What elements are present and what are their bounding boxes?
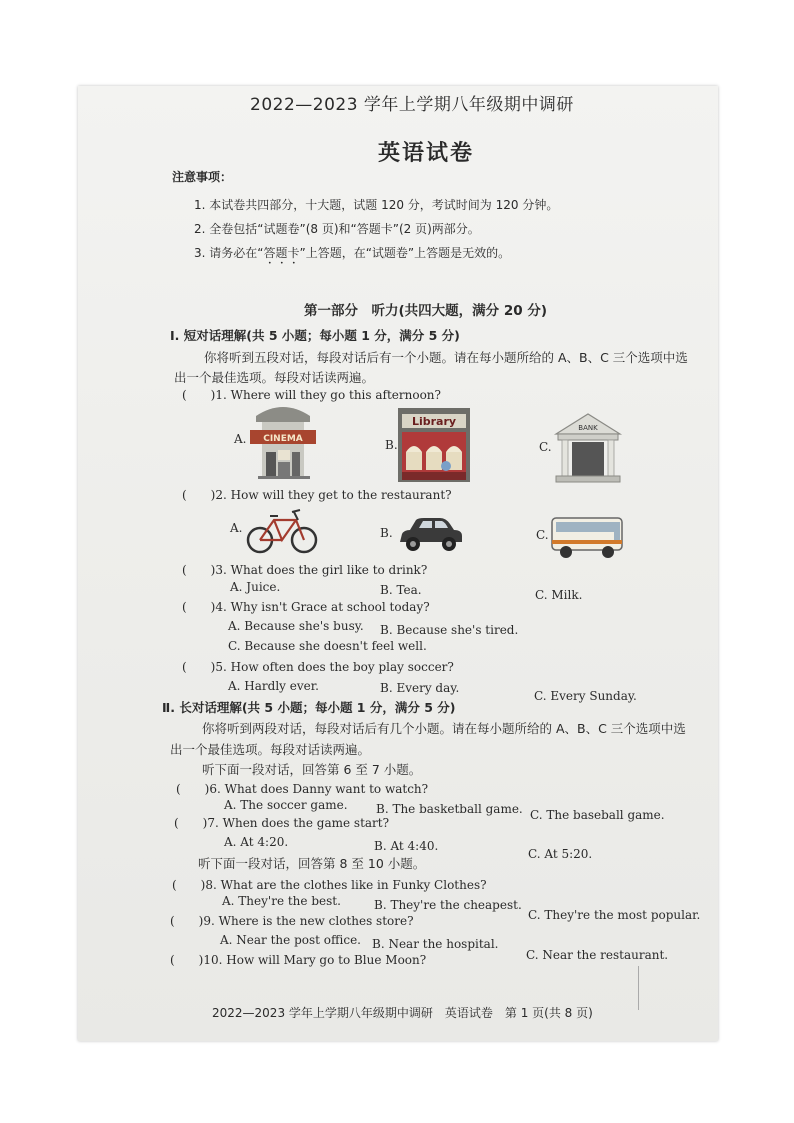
cinema-sign: CINEMA (263, 434, 303, 444)
section2-listen-8-10: 听下面一段对话，回答第 8 至 10 小题。 (198, 856, 426, 871)
q8-option-b: B. They're the cheapest. (374, 898, 522, 912)
q5-option-c: C. Every Sunday. (534, 689, 637, 703)
note-item-3-post: ”上答题，在“试题卷”上答题是无效的。 (299, 246, 511, 260)
q9-option-c: C. Near the restaurant. (526, 948, 669, 962)
section2-instruction-line2: 出一个最佳选项。每段对话读两遍。 (170, 742, 371, 757)
footer-divider (638, 966, 639, 1010)
exam-title: 2022—2023 学年上学期八年级期中调研 (250, 95, 574, 115)
question-1: ( )1. Where will they go this afternoon? (182, 388, 441, 402)
q7-option-b: B. At 4:40. (374, 839, 439, 853)
question-6: ( )6. What does Danny want to watch? (176, 782, 429, 796)
car-icon (396, 514, 466, 554)
q9-option-b: B. Near the hospital. (372, 937, 499, 951)
question-2: ( )2. How will they get to the restaurant? (182, 488, 452, 502)
section1-instruction-line2: 出一个最佳选项。每段对话读两遍。 (174, 370, 375, 385)
q6-option-c: C. The baseball game. (530, 808, 665, 822)
q5-option-a: A. Hardly ever. (228, 679, 319, 693)
note-item-3 (194, 244, 510, 267)
section1-instruction-line1: 你将听到五段对话，每段对话后有一个小题。请在每小题所给的 A、B、C 三个选项中选 (204, 350, 688, 365)
q2-option-a-label: A. (230, 521, 243, 535)
bicycle-icon (246, 504, 318, 556)
q4-option-b: B. Because she's tired. (380, 623, 519, 637)
question-9: ( )9. Where is the new clothes store? (170, 914, 414, 928)
note-item-3-emphasis: 答题卡 (263, 246, 300, 260)
note-item-1: 1. 本试卷共四部分，十大题，试题 120 分，考试时间为 120 分钟。 (194, 198, 559, 212)
question-7: ( )7. When does the game start? (174, 816, 390, 830)
q1-option-a-label: A. (234, 432, 247, 446)
question-8: ( )8. What are the clothes like in Funky Clothes? (172, 878, 487, 892)
q3-option-a: A. Juice. (230, 580, 281, 594)
library-sign: Library (411, 415, 457, 428)
bank-icon (552, 410, 624, 484)
q8-option-a: A. They're the best. (222, 894, 341, 908)
section2-listen-6-7: 听下面一段对话，回答第 6 至 7 小题。 (202, 762, 422, 777)
q8-option-c: C. They're the most popular. (528, 908, 701, 922)
exam-subtitle: 英语试卷 (378, 141, 475, 166)
question-3: ( )3. What does the girl like to drink? (182, 563, 428, 577)
question-5: ( )5. How often does the boy play soccer? (182, 660, 454, 674)
q9-option-a: A. Near the post office. (220, 933, 361, 947)
note-item-3-pre: 3. 请务必在“ (194, 246, 264, 260)
note-item-2: 2. 全卷包括“试题卷”(8 页)和“答题卡”(2 页)两部分。 (194, 222, 480, 236)
notes-heading: 注意事项： (172, 170, 233, 184)
q2-option-c-label: C. (536, 528, 549, 542)
section2-instruction-line1: 你将听到两段对话，每段对话后有几个小题。请在每小题所给的 A、B、C 三个选项中选 (202, 721, 686, 736)
exam-page (78, 86, 718, 1041)
q4-option-a: A. Because she's busy. (228, 619, 364, 633)
q7-option-c: C. At 5:20. (528, 847, 593, 861)
library-icon (398, 408, 470, 482)
section1-heading: Ⅰ. 短对话理解(共 5 小题；每小题 1 分，满分 5 分) (170, 328, 460, 343)
cinema-icon (248, 400, 318, 480)
q6-option-b: B. The basketball game. (376, 802, 523, 816)
q1-option-b-label: B. (385, 438, 398, 452)
q7-option-a: A. At 4:20. (224, 835, 289, 849)
q2-option-b-label: B. (380, 526, 393, 540)
bank-sign: BANK (578, 424, 598, 432)
q6-option-a: A. The soccer game. (224, 798, 348, 812)
page-footer: 2022—2023 学年上学期八年级期中调研 英语试卷 第 1 页(共 8 页) (212, 1006, 593, 1020)
bus-icon (550, 514, 624, 560)
q5-option-b: B. Every day. (380, 681, 460, 695)
q1-option-c-label: C. (539, 440, 552, 454)
q3-option-b: B. Tea. (380, 583, 422, 597)
q3-option-c: C. Milk. (535, 588, 583, 602)
q4-option-c: C. Because she doesn't feel well. (228, 639, 427, 653)
question-10: ( )10. How will Mary go to Blue Moon? (170, 953, 427, 967)
section2-heading: Ⅱ. 长对话理解(共 5 小题；每小题 1 分，满分 5 分) (162, 700, 456, 715)
part1-heading: 第一部分 听力(共四大题，满分 20 分) (304, 303, 548, 319)
question-4: ( )4. Why isn't Grace at school today? (182, 600, 430, 614)
